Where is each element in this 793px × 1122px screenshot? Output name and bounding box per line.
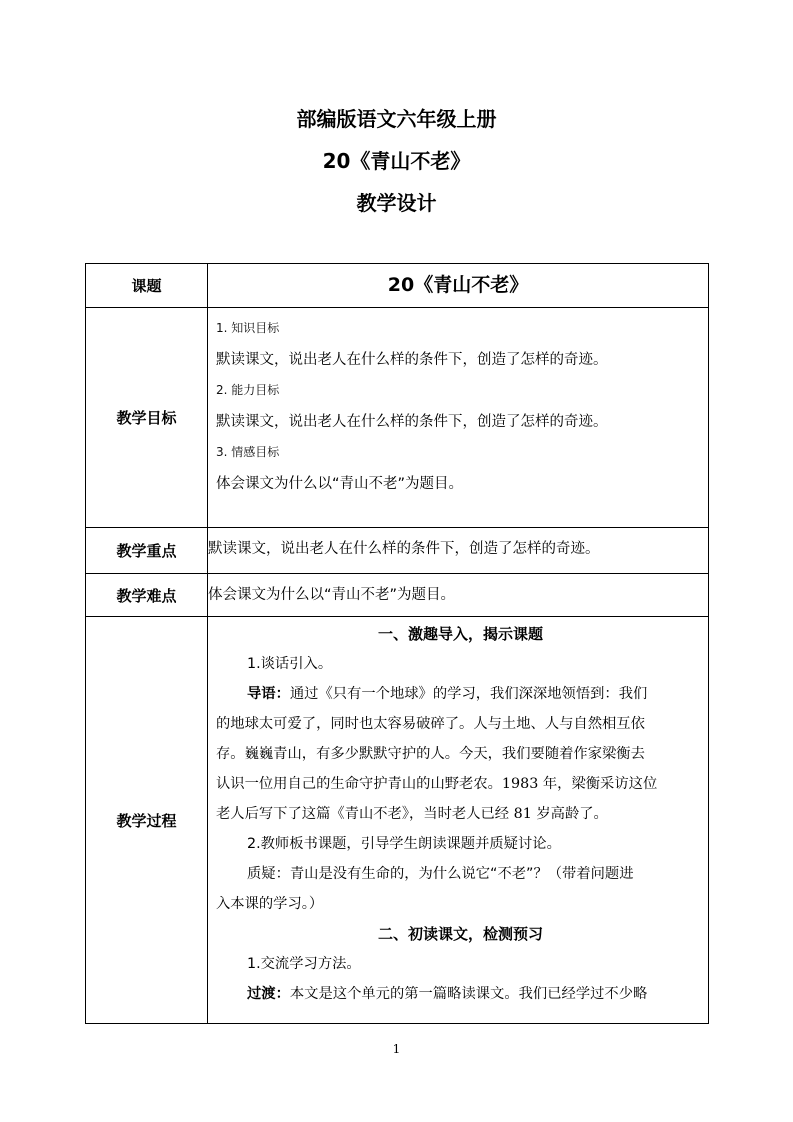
- intro-line-3: 存。巍巍青山，有多少默默守护的人。今天，我们要随着作家梁衡去: [216, 746, 645, 762]
- goal-emotion-heading: 3. 情感目标: [216, 445, 280, 459]
- title-line-2: 20《青山不老》: [322, 149, 471, 173]
- lesson-plan-table: [85, 263, 709, 1024]
- process-item-2: 2.教师板书课题，引导学生朗读课题并质疑讨论。: [247, 836, 561, 852]
- course-title-value: 20《青山不老》: [208, 264, 709, 308]
- label-teaching-goals: 教学目标: [86, 308, 208, 528]
- row-difficulties: [86, 574, 709, 617]
- goal-knowledge-text: 默读课文，说出老人在什么样的条件下，创造了怎样的奇迹。: [216, 352, 608, 368]
- intro-line-1: [216, 679, 705, 709]
- row-course-title: [86, 264, 709, 308]
- transition-label: 过渡：: [247, 986, 290, 1002]
- title-line-3: 教学设计: [356, 191, 437, 215]
- intro-label: 导语：: [247, 686, 290, 702]
- intro-line-5: 老人后写下了这篇《青山不老》，当时老人已经 81 岁高龄了。: [216, 806, 608, 822]
- process-heading-1: 一、激趣导入，揭示课题: [377, 625, 543, 643]
- teaching-goals-cell: [208, 308, 709, 528]
- title-line-1: 部编版语文六年级上册: [296, 107, 497, 131]
- document-title: [0, 98, 793, 224]
- label-difficulties: 教学难点: [86, 574, 208, 617]
- intro-text-1: 通过《只有一个地球》的学习，我们深深地领悟到：我们: [289, 686, 648, 702]
- row-key-points: [86, 528, 709, 574]
- label-course-title: 课题: [86, 264, 208, 308]
- question-line-1: 质疑：青山是没有生命的，为什么说它“不老”？（带着问题进: [247, 866, 634, 882]
- label-key-points: 教学重点: [86, 528, 208, 574]
- goal-emotion-text: 体会课文为什么以“青山不老”为题目。: [216, 476, 464, 492]
- intro-line-4: 认识一位用自己的生命守护青山的山野老农。1983 年，梁衡采访这位: [216, 776, 658, 792]
- intro-line-2: 的地球太可爱了，同时也太容易破碎了。人与土地、人与自然相互依: [216, 716, 645, 732]
- goal-ability-text: 默读课文，说出老人在什么样的条件下，创造了怎样的奇迹。: [216, 414, 608, 430]
- row-teaching-goals: [86, 308, 709, 528]
- question-line-2: 入本课的学习。）: [216, 896, 324, 912]
- row-teaching-process: [86, 617, 709, 1024]
- page-number: 1: [392, 1042, 401, 1056]
- process-item-3: 1.交流学习方法。: [247, 956, 361, 972]
- goal-ability-heading: 2. 能力目标: [216, 383, 280, 397]
- process-heading-2: 二、初读课文，检测预习: [377, 925, 543, 943]
- process-item-1: 1.谈话引入。: [247, 656, 333, 672]
- key-points-value: 默读课文，说出老人在什么样的条件下，创造了怎样的奇迹。: [208, 528, 709, 574]
- goal-knowledge-heading: 1. 知识目标: [216, 321, 280, 335]
- transition-line: [216, 979, 705, 1009]
- teaching-process-cell: [208, 617, 709, 1024]
- transition-text: 本文是这个单元的第一篇略读课文。我们已经学过不少略: [289, 986, 648, 1002]
- difficulties-value: 体会课文为什么以“青山不老”为题目。: [208, 574, 709, 617]
- label-teaching-process: 教学过程: [86, 617, 208, 1024]
